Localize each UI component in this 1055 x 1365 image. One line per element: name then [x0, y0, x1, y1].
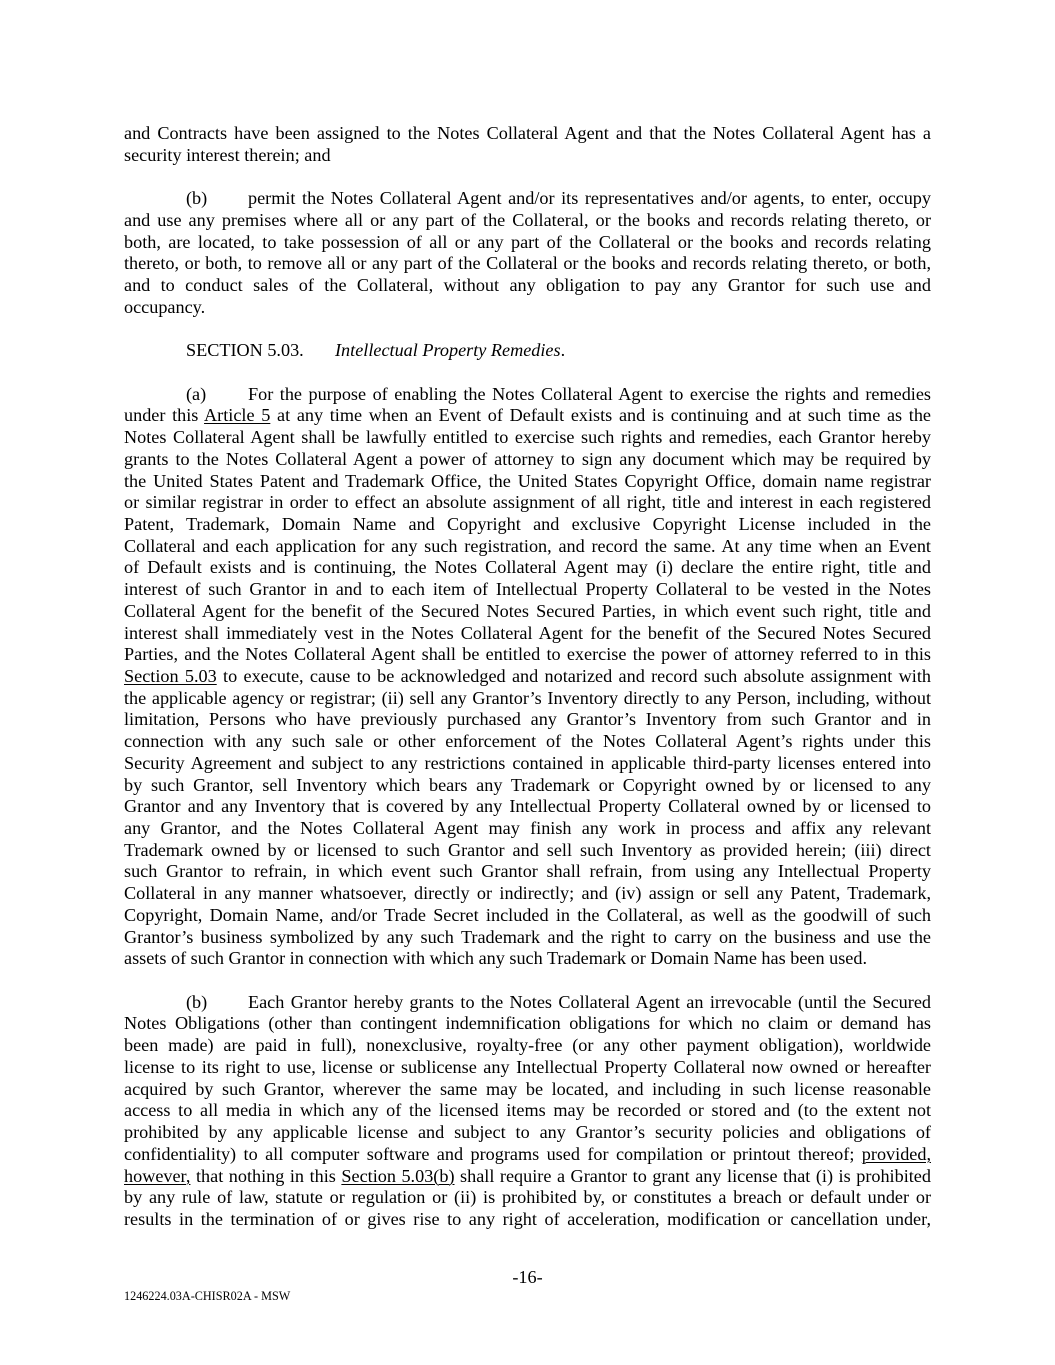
text-line: Collateral and each application for any such registration, and record the same. At any time when an Event: [124, 535, 931, 556]
text-line: interest shall immediately vest in the Notes Collateral Agent for the benefit of the Secured Notes Secured: [124, 622, 931, 643]
text-segment: Each Grantor hereby grants to the Notes Collateral Agent an irrevocable (until the Secured: [248, 991, 931, 1012]
text-line: any Grantor, and the Notes Collateral Agent may finish any work in process and affix any relevant: [124, 818, 931, 838]
text-segment: For the purpose of enabling the Notes Collateral Agent to exercise the rights and remedies: [248, 383, 931, 404]
paragraph-spacer: [124, 970, 931, 992]
text-line: and Contracts have been assigned to the Notes Collateral Agent and that the Notes Collateral Agent has a: [124, 123, 931, 143]
text-line: Collateral Agent for the benefit of the Secured Notes Secured Parties, in which event such right, title and: [124, 600, 931, 621]
text-line: been made) are paid in full), nonexclusive, royalty-free (or any other payment obligation), worldwide: [124, 1035, 931, 1056]
text-line: or similar registrar in order to effect an absolute assignment of all right, title and interest in each registered: [124, 492, 931, 513]
page-body: [124, 123, 931, 1231]
text-line: Grantor and any Inventory that is covered by any Intellectual Property Collateral owned by or licensed to: [124, 796, 931, 817]
text-segment: at any time when an Event of Default exists and is continuing and at such time as the: [270, 405, 931, 426]
paragraph-spacer: [124, 318, 931, 340]
text-line: and use any premises where all or any part of the Collateral, or the books and records relating thereto, or: [124, 209, 931, 230]
text-line: such Grantor to refrain, in which event such Grantor shall refrain, from using any Intellectual Property: [124, 861, 931, 882]
paragraph-continuation: [124, 123, 931, 166]
paragraph-spacer: [124, 166, 931, 188]
text-line: grants to the Notes Collateral Agent a power of attorney to sign any document which may be required by: [124, 448, 931, 469]
text-line: prohibited by any applicable license and subject to any Grantor’s security policies and obligations of: [124, 1122, 931, 1143]
text-line: Security Agreement and subject to any restrictions contained in applicable third-party licenses entered into: [124, 752, 931, 773]
text-line: Parties, and the Notes Collateral Agent shall be entitled to exercise the power of attorney referred to in this: [124, 644, 931, 665]
text-line: thereto, or both, to remove all or any part of the Collateral or the books and records relating thereto, or both,: [124, 253, 931, 274]
cross-reference-section-5-03-b: Section 5.03(b): [341, 1165, 455, 1186]
text-line: results in the termination of or gives rise to any right of acceleration, modification or cancellation under,: [124, 1208, 931, 1229]
paragraph-b-license: [124, 992, 931, 1231]
text-line: access to all media in which any of the licensed items may be recorded or stored and (to the extent not: [124, 1100, 931, 1121]
text-line: assets of such Grantor in connection with which any such Trademark or Domain Name has been used.: [124, 948, 867, 969]
text-line: by such Grantor, sell Inventory which bears any Trademark or Copyright owned by or licensed to any: [124, 774, 931, 795]
text-line: limitation, Persons who have previously purchased any Grantor’s Inventory from such Grantor and in: [124, 709, 931, 730]
text-line: connection with any such sale or other enforcement of the Notes Collateral Agent’s rights under this: [124, 731, 931, 752]
section-title-period: .: [560, 340, 566, 361]
section-title-wrap: [335, 340, 565, 362]
text-segment: to execute, cause to be acknowledged and notarized and record such absolute assignment with: [216, 665, 931, 686]
section-number: SECTION 5.03.: [186, 340, 304, 361]
page-number: -16-: [512, 1267, 543, 1287]
text-line: the United States Patent and Trademark Office, the United States Copyright Office, domain name registrar: [124, 470, 931, 491]
paragraph-spacer: [124, 362, 931, 384]
paragraph-label: (a): [186, 383, 207, 404]
text-line: Notes Collateral Agent shall be lawfully entitled to exercise such rights and remedies, each Grantor hereby: [124, 427, 931, 448]
text-line: [124, 666, 931, 688]
text-line: [124, 1166, 931, 1188]
text-line: [124, 188, 931, 210]
text-line: [124, 992, 931, 1014]
paragraph-b-premises: [124, 188, 931, 318]
text-line: Patent, Trademark, Domain Name and Copyright and exclusive Copyright License included in the: [124, 513, 931, 534]
section-heading: [124, 340, 931, 362]
text-line: [124, 1144, 931, 1166]
cross-reference-article-5: Article 5: [204, 405, 271, 426]
underlined-term-provided: provided,: [861, 1143, 931, 1164]
text-line: Notes Obligations (other than contingent indemnification obligations for which no claim or demand has: [124, 1013, 931, 1034]
document-id: 1246224.03A-CHISR02A - MSW: [124, 1289, 291, 1303]
text-line: interest of such Grantor in and to each item of Intellectual Property Collateral to be vested in the Notes: [124, 579, 931, 600]
text-line: [124, 405, 931, 427]
text-segment: shall require a Grantor to grant any license that (i) is prohibited: [454, 1165, 931, 1186]
text-line: occupancy.: [124, 296, 206, 317]
text-segment: confidentiality) to all computer software and programs used for compilation or printout thereof;: [124, 1143, 862, 1164]
text-line: license to its right to use, license or sublicense any Intellectual Property Collateral now owned or hereafter: [124, 1056, 931, 1077]
text-segment: that nothing in this: [190, 1165, 342, 1186]
section-title: Intellectual Property Remedies: [335, 340, 561, 361]
text-line: and to conduct sales of the Collateral, without any obligation to pay any Grantor for such use and: [124, 275, 931, 296]
text-line: Copyright, Domain Name, and/or Trade Secret included in the Collateral, as well as the goodwill of such: [124, 904, 931, 925]
text-line: Trademark owned by or licensed to such Grantor and sell such Inventory as provided herein; (iii) direct: [124, 839, 931, 860]
cross-reference-section-5-03: Section 5.03: [124, 665, 217, 686]
paragraph-label: (b): [186, 188, 208, 209]
text-line: of Default exists and is continuing, the Notes Collateral Agent may (i) declare the entire right, title and: [124, 557, 931, 578]
text-segment: permit the Notes Collateral Agent and/or its representatives and/or agents, to enter, occupy: [248, 188, 931, 209]
text-segment: under this: [124, 405, 205, 426]
paragraph-label: (b): [186, 991, 208, 1012]
underlined-term-however: however,: [124, 1165, 191, 1186]
text-line: Collateral in any manner whatsoever, directly or indirectly; and (iv) assign or sell any Patent, Trademark,: [124, 883, 931, 904]
text-line: the applicable agency or registrar; (ii) sell any Grantor’s Inventory directly to any Person, including, without: [124, 687, 931, 708]
text-line: acquired by such Grantor, wherever the same may be located, and including in such license reasonable: [124, 1078, 931, 1099]
text-line: Grantor’s business symbolized by any such Trademark and the right to carry on the business and use the: [124, 926, 931, 947]
text-line: both, are located, to take possession of all or any part of the Collateral or the books and records relating: [124, 231, 931, 252]
paragraph-a: [124, 384, 931, 970]
text-line: by any rule of law, statute or regulation or (ii) is prohibited by, or constitutes a breach or default under or: [124, 1187, 931, 1208]
text-line: security interest therein; and: [124, 144, 331, 165]
text-line: [124, 384, 931, 406]
